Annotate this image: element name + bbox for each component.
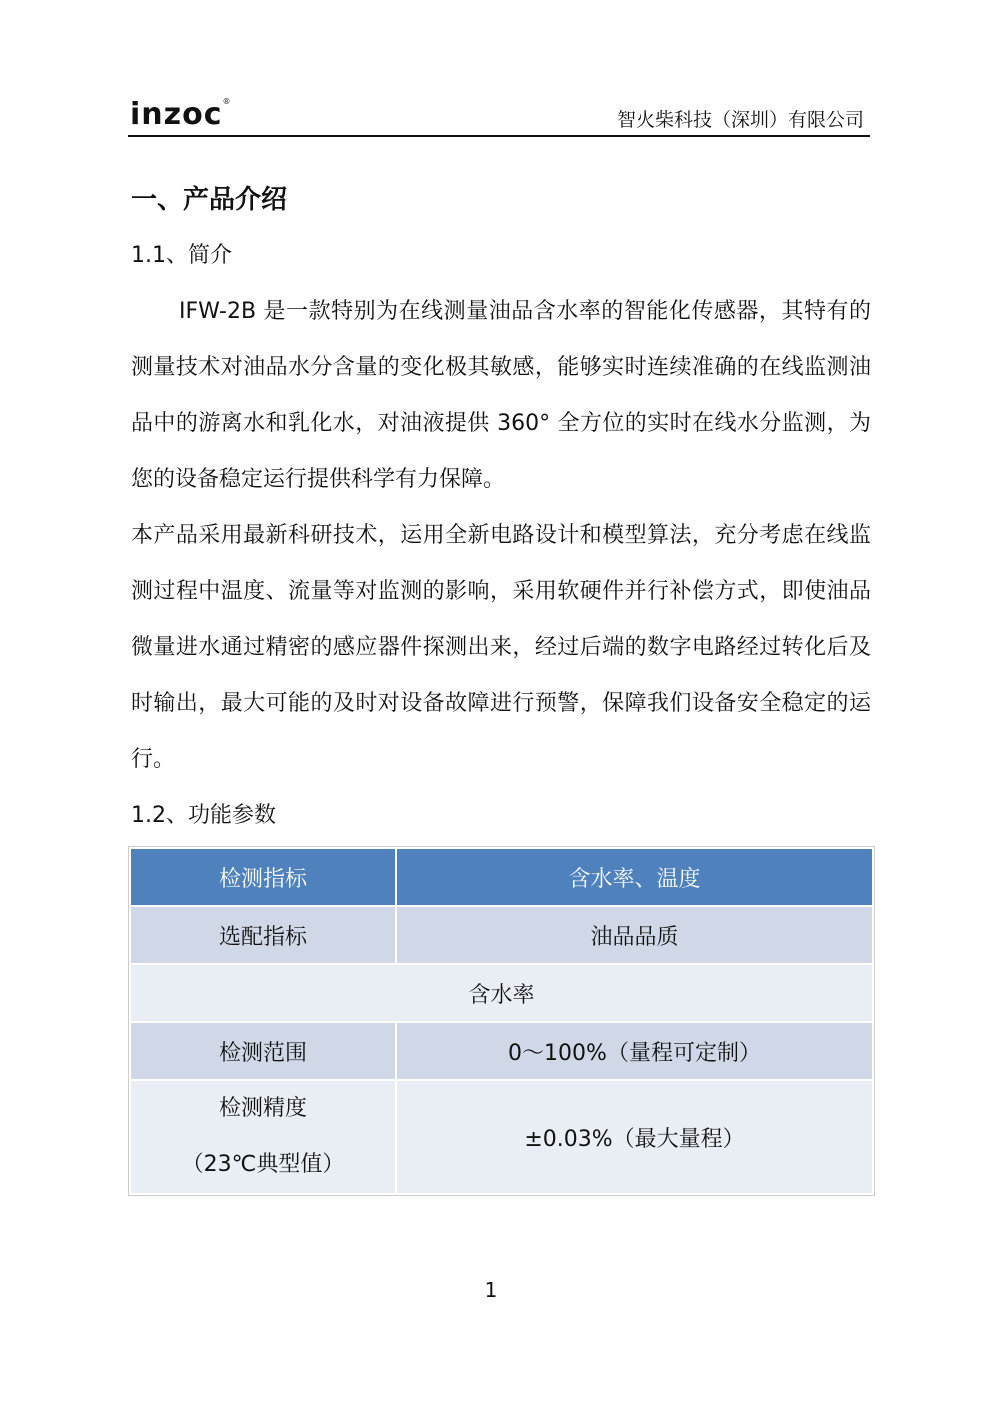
- table-row: [131, 907, 872, 963]
- subsection-intro: 1.1、简介: [131, 243, 232, 268]
- precision-condition: （23℃典型值）: [181, 1152, 345, 1177]
- page-header: [128, 95, 870, 137]
- page-body: [131, 172, 871, 1304]
- table-row: [131, 965, 872, 1021]
- subsection-params: 1.2、功能参数: [131, 803, 276, 828]
- table-cell: 检测范围: [131, 1023, 395, 1079]
- tech-paragraph: 本产品采用最新科研技术，运用全新电路设计和模型算法，充分考虑在线监测过程中温度、流量等对监测的影响，采用软硬件并行补偿方式，即使油品微量进水通过精密的感应器件探测出来，经过后端的数字电路经过转化后及时输出，最大可能的及时对设备故障进行预警，保障我们设备安全稳定的运行。: [131, 523, 871, 772]
- table-row: [131, 1081, 872, 1193]
- table-cell: 选配指标: [131, 907, 395, 963]
- table-cell: 0～100%（量程可定制）: [397, 1023, 872, 1079]
- table-cell: 油品品质: [397, 907, 872, 963]
- table-cell: 检测指标: [131, 849, 395, 905]
- table-row: [131, 1023, 872, 1079]
- table-cell: 含水率、温度: [397, 849, 872, 905]
- parameter-table: [128, 846, 875, 1196]
- table-cell: 含水率: [131, 965, 872, 1021]
- table-cell: [131, 1081, 395, 1193]
- company-name: 智火柴科技（深圳）有限公司: [616, 109, 864, 131]
- table-header-row: [131, 849, 872, 905]
- inzoc-logo: inzoc®: [130, 97, 232, 132]
- section-title: 一、产品介绍: [131, 185, 288, 215]
- precision-label: 检测精度: [218, 1096, 307, 1121]
- page-number: 1: [484, 1278, 498, 1302]
- table-cell: ±0.03%（最大量程）: [397, 1081, 872, 1193]
- intro-paragraph: IFW-2B 是一款特别为在线测量油品含水率的智能化传感器，其特有的测量技术对油品水分含量的变化极其敏感，能够实时连续准确的在线监测油品中的游离水和乳化水，对油液提供 360° 全方位的实时在线水分监测，为您的设备稳定运行提供科学有力保障。: [131, 299, 871, 492]
